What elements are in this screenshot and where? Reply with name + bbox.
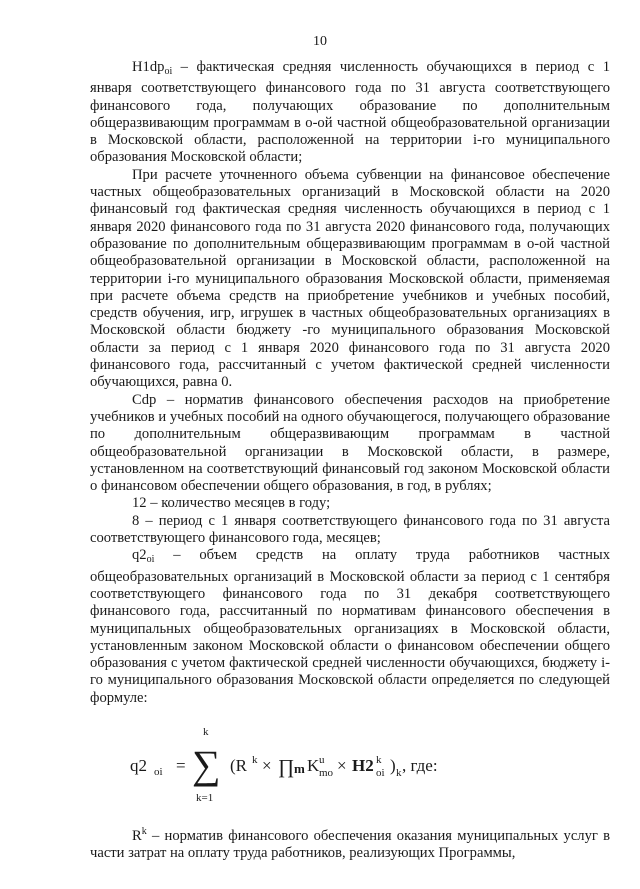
formula-sum-upper: k [203, 725, 209, 738]
term-h1dp: $H1dp_{oi}$ [132, 59, 173, 77]
formula-h-sub: oi [376, 766, 385, 779]
term-rk: $R^k$ [132, 825, 147, 844]
paragraph-h1dp-definition: $H1dp_{oi}$ – фактическая средняя численность обучающихся в период с 1 января соответствующего финансового года по 31 августа соответствующего финансового года, получающих образование по дополнительным общеразвивающим программам в о-ой частной общеобразовательной организации в Московской области, расположенной на территории i-го муниципального образования Московской области; [90, 59, 610, 166]
formula-lhs: q2 [130, 755, 147, 775]
paragraph-period-months: 8 – период с 1 января соответствующего финансового года по 31 августа соответствующего финансового года, месяцев; [90, 512, 610, 547]
formula-open: (R [230, 755, 247, 775]
formula-k-sub: mo [319, 766, 334, 779]
formula-equals: = [176, 755, 186, 775]
formula-k: K [307, 755, 320, 775]
paragraph-months-count: 12 – количество месяцев в году; [132, 495, 331, 512]
paragraph-q2-definition: $q2_{oi}$ – объем средств на оплату труда работников частных общеобразовательных организаций в Московской области за период с 1 сентября соответствующего финансового года по 31 декабря соответствующего финансового года, рассчитанный по нормативам финансового обеспечения в муниципальных общеобразовательных организациях в Московской области, установленным законом Московской области о финансовом обеспечении общего образования с учетом фактической средней численности обучающихся, бюджету i-го муниципального образования Московской области определяется по следующей формуле: [90, 547, 610, 706]
formula-r-sup: k [252, 753, 258, 766]
formula-h-sup: k [376, 753, 382, 766]
formula-h2: H2 [352, 755, 374, 775]
formula-svg [130, 721, 570, 805]
paragraph-rk-definition: $R^k$ – норматив финансового обеспечения оказания муниципальных услуг в части затрат на оплату труда работников, реализующих Программы, [90, 825, 610, 862]
formula-times-1: × [262, 755, 272, 775]
term-q2: $q2_{oi}$ [132, 547, 155, 566]
formula-sum-sign: ∑ [192, 741, 221, 787]
formula-lhs-sub: oi [154, 765, 163, 778]
formula-prod-sub: m [294, 760, 305, 776]
formula-times-2: × [337, 755, 347, 775]
formula-sum-lower: k=1 [196, 791, 214, 804]
formula-k-sup: u [319, 753, 325, 766]
formula-tail: , где: [402, 755, 438, 775]
page-number: 10 [313, 34, 327, 49]
q2-formula [90, 721, 610, 805]
formula-product: ∏ [278, 755, 295, 778]
formula-close: ) [390, 755, 396, 775]
formula-close-sub: k [396, 766, 402, 779]
paragraph-2020-calculation: При расчете уточненного объема субвенции на финансовое обеспечение частных общеобразовательных организаций в Московской области на 2020 финансовый год фактическая средняя численность обучающихся в период с 1 января 2020 финансового года по 31 августа 2020 финансового года, получающих образование по дополнительным общеразвивающим программам в о-ой частной общеобразовательной организации в Московской области, расположенной на территории i-го муниципального образования Московской области, применяемая при расчете объема средств на приобретение учебников и учебных пособий, средств обучения, игр, игрушек в частных общеобразовательных организациях в Московской области бюджету -го муниципального образования Московской области за период с 1 января 2020 финансового года по 31 августа 2020 финансового года, рассчитанный с учетом фактической средней численности обучающихся, равна 0. [90, 166, 610, 391]
document-body [90, 59, 610, 863]
paragraph-cdp-definition: Cdp – норматив финансового обеспечения расходов на приобретение учебников и учебных пособий на одного обучающегося, получающего образование по дополнительным общеразвивающим программам в частной общеобразовательной организации в Московской области, в размере, установленном на соответствующий финансовый год законом Московской области о финансовом обеспечении общего образования, в год, в рублях; [90, 391, 610, 495]
